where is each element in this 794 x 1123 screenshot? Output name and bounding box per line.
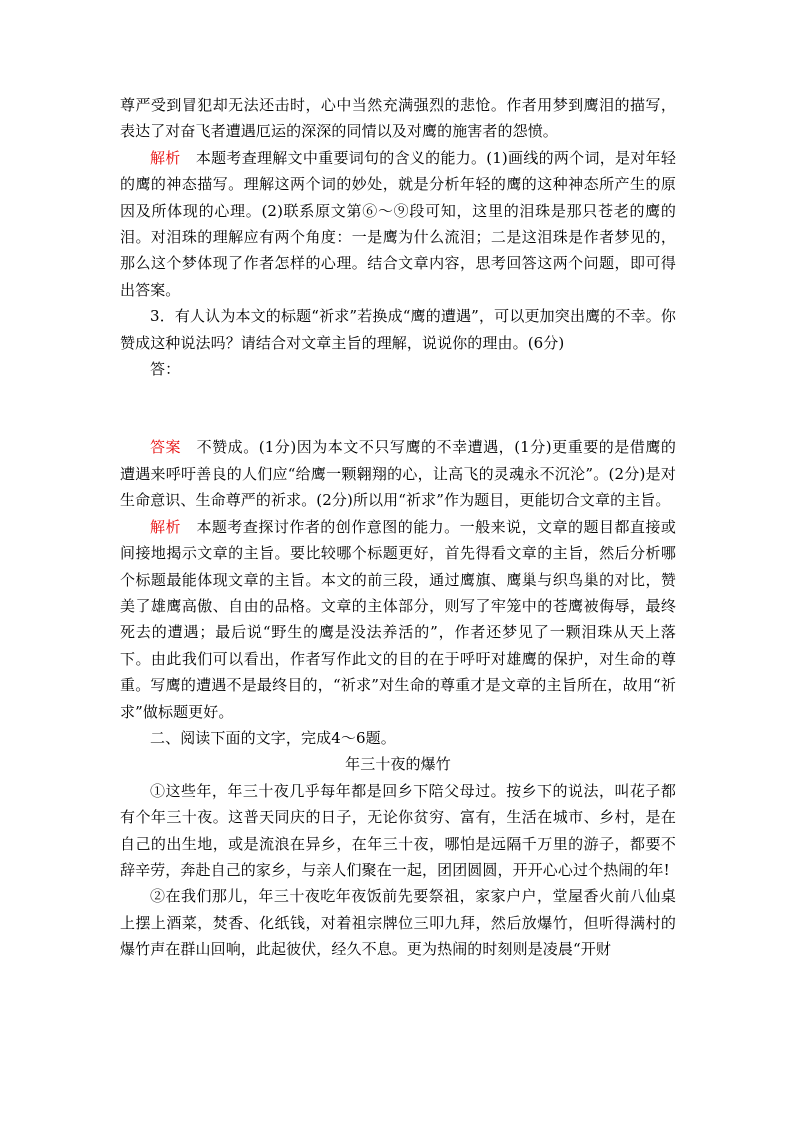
answer-blank-space (120, 382, 676, 434)
analysis-paragraph-1 (120, 145, 676, 303)
answer-prompt: 答： (150, 360, 181, 379)
analysis-label: 解析 (150, 517, 181, 536)
analysis-text: 本题考查理解文中重要词句的含义的能力。(1)画线的两个词，是对年轻的鹰的神态描写。理解这两个词的妙处，就是分析年轻的鹰的这种神态所产生的原因及所体现的心理。(2)联系原文第⑥～⑨段可知，这里的泪珠是那只苍老的鹰的泪。对泪珠的理解应有两个角度：一是鹰为什么流泪；二是这泪珠是作者梦见的，那么这个梦体现了作者怎样的心理。结合文章内容，思考回答这两个问题，即可得出答案。 (120, 148, 676, 299)
analysis-paragraph-2 (120, 514, 676, 725)
story-paragraph-2: ②在我们那儿，年三十夜吃年夜饭前先要祭祖，家家户户，堂屋香火前八仙桌上摆上酒菜，焚香、化纸钱，对着祖宗牌位三叩九拜，然后放爆竹，但听得满村的爆竹声在群山回响，此起彼伏，经久不息。更为热闹的时刻则是凌晨“开财 (120, 887, 676, 959)
analysis-label: 解析 (150, 148, 181, 167)
section-heading: 二、阅读下面的文字，完成4～6题。 (150, 728, 396, 747)
story-paragraph-1: ①这些年，年三十夜几乎每年都是回乡下陪父母过。按乡下的说法，叫花子都有个年三十夜。这普天同庆的日子，无论你贫穷、富有，生活在城市、乡村，是在自己的出生地，或是流浪在异乡，在年三十夜，哪怕是远隔千万里的游子，都要不辞辛劳，奔赴自己的家乡，与亲人们聚在一起，团团圆圆，开开心心过个热闹的年! (120, 781, 676, 879)
paragraph-continuation: 尊严受到冒犯却无法还击时，心中当然充满强烈的悲怆。作者用梦到鹰泪的描写，表达了对奋飞者遭遇厄运的深深的同情以及对鹰的施害者的怨愤。 (120, 96, 676, 141)
story-title: 年三十夜的爆竹 (345, 755, 451, 774)
answer-label: 答案 (150, 438, 182, 457)
answer-paragraph (120, 434, 676, 513)
document-body (120, 92, 676, 963)
analysis-text: 本题考查探讨作者的创作意图的能力。一般来说，文章的题目都直接或间接地揭示文章的主旨。要比较哪个标题更好，首先得看文章的主旨，然后分析哪个标题最能体现文章的主旨。本文的前三段，通过鹰旗、鹰巢与织鸟巢的对比，赞美了雄鹰高傲、自由的品格。文章的主体部分，则写了牢笼中的苍鹰被侮辱，最终死去的遭遇；最后说“野生的鹰是没法养活的”，作者还梦见了一颗泪珠从天上落下。由此我们可以看出，作者写作此文的目的在于呼吁对雄鹰的保护，对生命的尊重。写鹰的遭遇不是最终目的，“祈求”对生命的尊重才是文章的主旨所在，故用“祈求”做标题更好。 (120, 517, 677, 721)
answer-text: 不赞成。(1分)因为本文不只写鹰的不幸遭遇，(1分)更重要的是借鹰的遭遇来呼吁善良的人们应“给鹰一颗翱翔的心，让高飞的灵魂永不沉沦”。(2分)是对生命意识、生命尊严的祈求。(2分)所以用“祈求”作为题目，更能切合文章的主旨。 (120, 438, 677, 510)
question-3: 3．有人认为本文的标题“祈求”若换成“鹰的遭遇”，可以更加突出鹰的不幸。你赞成这种说法吗？请结合对文章主旨的理解，说说你的理由。(6分) (120, 307, 676, 352)
